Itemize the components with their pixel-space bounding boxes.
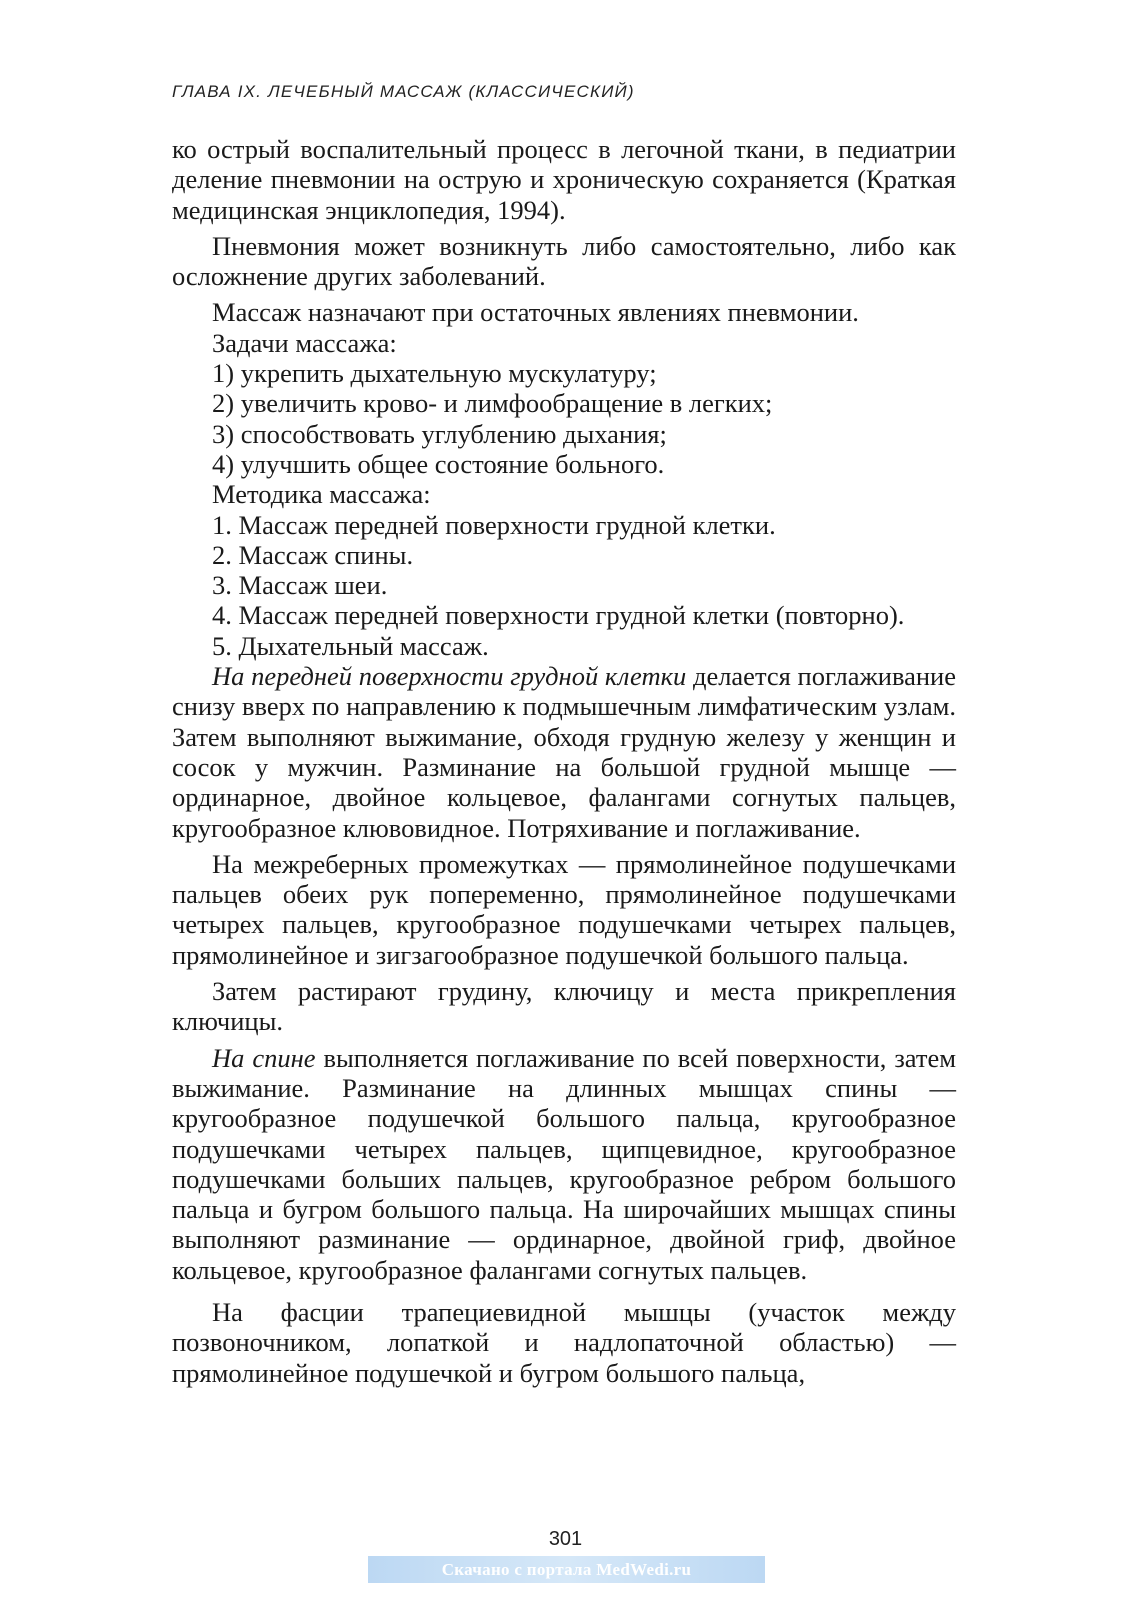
body-text: [172, 134, 956, 1388]
method-item: 4. Массаж передней поверхности грудной клетки (повторно).: [212, 600, 905, 631]
paragraph-back-massage: [172, 1043, 956, 1285]
method-heading: Методика массажа:: [212, 479, 431, 510]
task-item: 3) способствовать углублению дыхания;: [212, 418, 667, 449]
download-watermark: Скачано с портала MedWedi.ru: [368, 1556, 765, 1583]
paragraph-trapezius: На фасции трапециевидной мышцы (участок между позвоночником, лопаткой и надлопаточной областью) — прямолинейное подушечкой и бугром большого пальца,: [172, 1296, 956, 1388]
paragraph-intercostal: На межреберных промежутках — прямолинейное подушечками пальцев обеих рук попеременно, прямолинейное подушечками четырех пальцев, кругообразное подушечками четырех пальцев, прямолинейное и зигзагообразное подушечкой большого пальца.: [172, 848, 956, 970]
method-item: 3. Массаж шеи.: [212, 570, 388, 601]
paragraph-chest-massage: [172, 661, 956, 843]
method-item: 1. Массаж передней поверхности грудной клетки.: [212, 509, 776, 540]
paragraph-massage-indication: Массаж назначают при остаточных явлениях пневмонии.: [212, 297, 859, 328]
method-item: 2. Массаж спины.: [212, 539, 414, 570]
paragraph-continuation: ко острый воспалительный процесс в легочной ткани, в педиатрии деление пневмонии на острую и хроническую сохраняется (Краткая медицинская энциклопедия, 1994).: [172, 134, 956, 225]
task-item: 2) увеличить крово- и лимфообращение в легких;: [212, 388, 773, 419]
paragraph-chest-text: делается поглаживание снизу вверх по направлению к подмышечным лимфатическим узлам. Затем выполняют выжимание, обходя грудную железу у женщин и сосок у мужчин. Разминание на большой грудной мышце — ординарное, двойное кольцевое, фалангами согнутых пальцев, кругообразное клювовидное. Потряхивание и поглаживание.: [172, 661, 956, 843]
paragraph-back-text: выполняется поглаживание по всей поверхности, затем выжимание. Разминание на длинных мышцах спины — кругообразное подушечкой большого пальца, кругообразное подушечками четырех пальцев, щипцевидное, кругообразное подушечками больших пальцев, кругообразное ребром большого пальца и бугром большого пальца. На широчайших мышцах спины выполняют разминание — ординарное, двойной гриф, двойное кольцевое, кругообразное фалангами согнутых пальцев.: [172, 1042, 956, 1285]
running-header: ГЛАВА IX. ЛЕЧЕБНЫЙ МАССАЖ (КЛАССИЧЕСКИЙ): [172, 82, 635, 101]
italic-lead-back: На спине: [212, 1042, 316, 1073]
tasks-heading: Задачи массажа:: [212, 327, 397, 358]
paragraph-sternum: Затем растирают грудину, ключицу и места прикрепления ключицы.: [172, 976, 956, 1037]
paragraph-pneumonia-origin: Пневмония может возникнуть либо самостоятельно, либо как осложнение других заболеваний.: [172, 230, 956, 292]
task-item: 4) улучшить общее состояние больного.: [212, 448, 665, 479]
task-item: 1) укрепить дыхательную мускулатуру;: [212, 358, 657, 389]
italic-lead-chest: На передней поверхности грудной клетки: [212, 661, 687, 692]
method-item: 5. Дыхательный массаж.: [212, 630, 489, 661]
page-number: 301: [548, 1528, 583, 1550]
